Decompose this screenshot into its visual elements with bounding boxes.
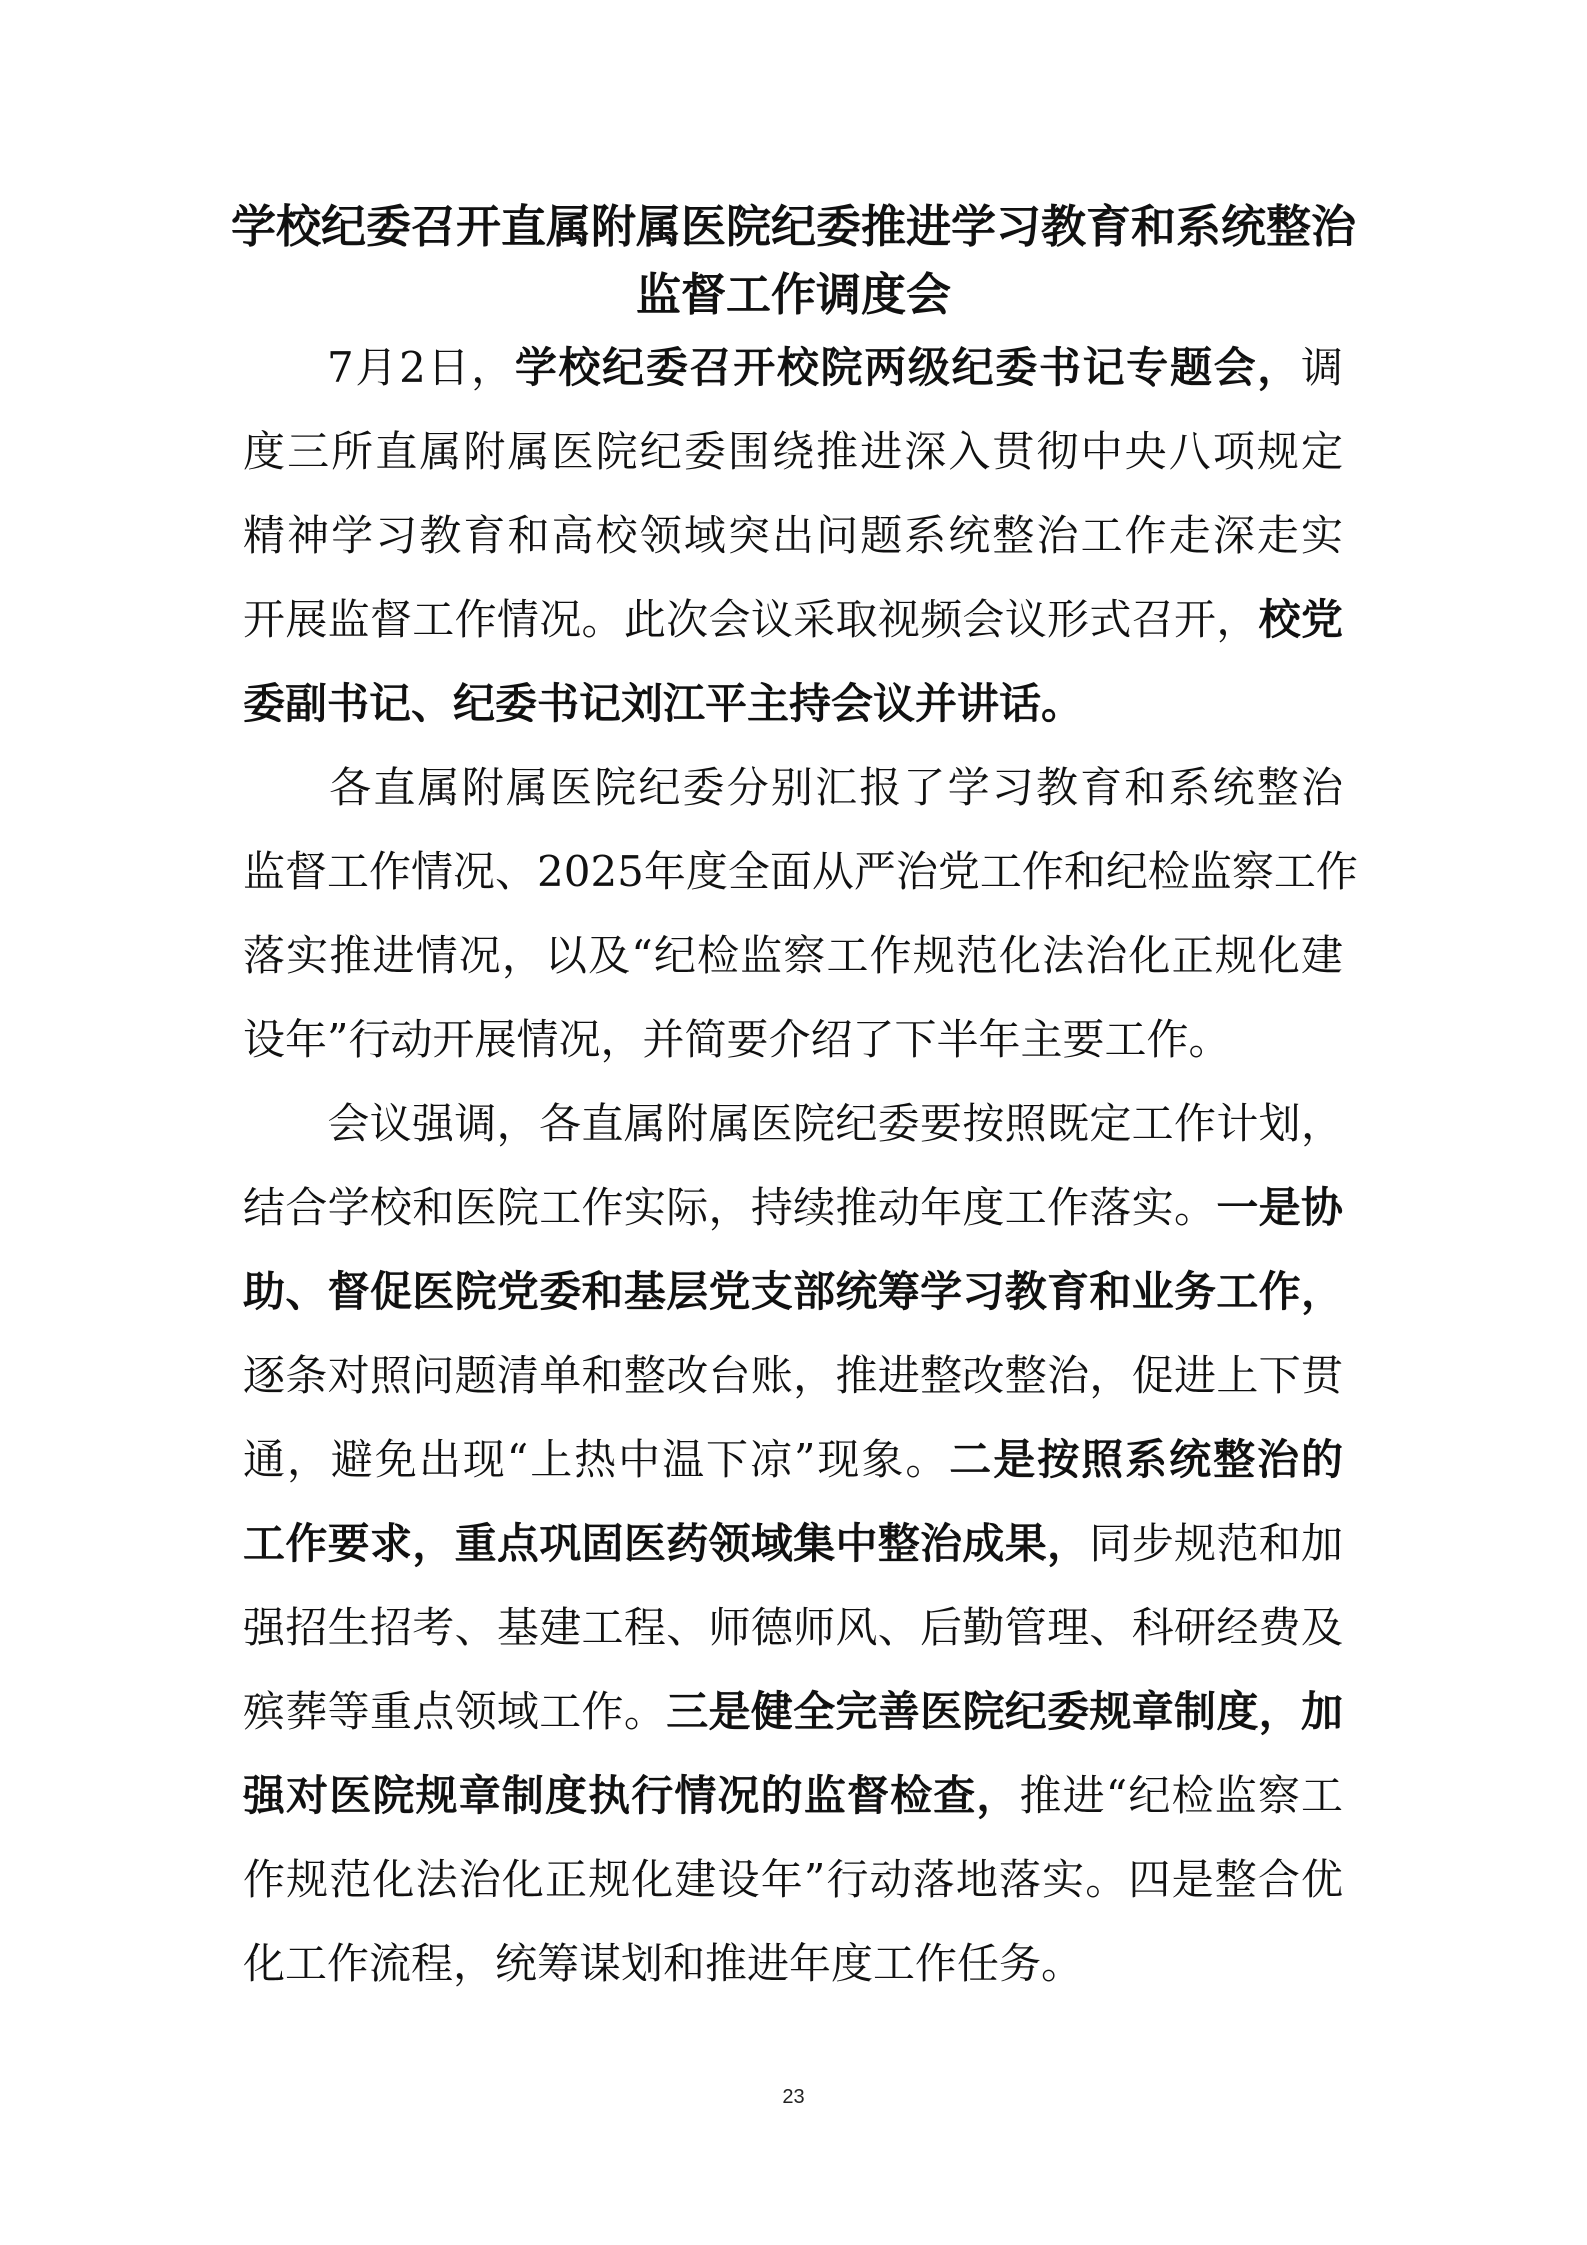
para1-line3: 精神学习教育和高校领域突出问题系统整治工作走深走实	[243, 511, 1343, 560]
para3-line2	[243, 1166, 1343, 1250]
plain-text: 各直属附属医院纪委分别汇报了学习教育和系统整治	[327, 763, 1343, 812]
para2-line2: 监督工作情况、2025年度全面从严治党工作和纪检监察工作	[243, 847, 1358, 896]
para3-line5	[243, 1418, 1343, 1502]
para2-line1	[243, 746, 1343, 830]
para3-line7: 强招生招考、基建工程、师德师风、后勤管理、科研经费及	[243, 1603, 1343, 1652]
para3-line3: 助、督促医院党委和基层党支部统筹学习教育和业务工作，	[243, 1267, 1343, 1316]
bold-text: 强对医院规章制度执行情况的监督检查，	[243, 1771, 1020, 1820]
para2-line3: 落实推进情况，以及“纪检监察工作规范化法治化正规化建	[243, 931, 1343, 980]
para1-line5: 委副书记、纪委书记刘江平主持会议并讲话。	[243, 679, 1084, 728]
para3-line4: 逐条对照问题清单和整改台账，推进整改整治，促进上下贯	[243, 1351, 1343, 1400]
para3-line10: 作规范化法治化正规化建设年”行动落地落实。四是整合优	[243, 1855, 1343, 1904]
para3-line6	[243, 1502, 1343, 1586]
para2-line4: 设年”行动开展情况，并简要介绍了下半年主要工作。	[243, 1015, 1231, 1064]
page-number: 23	[782, 2086, 805, 2108]
title-line-1: 学校纪委召开直属附属医院纪委推进学习教育和系统整治	[230, 200, 1356, 253]
bold-text: 二是按照系统整治的	[949, 1435, 1343, 1484]
para1-line1	[243, 326, 1343, 410]
para3-line8	[243, 1670, 1343, 1754]
plain-text: 殡葬等重点领域工作。	[243, 1687, 667, 1736]
bold-text: 三是健全完善医院纪委规章制度，加	[666, 1687, 1343, 1736]
plain-text: 通，避免出现“上热中温下凉”现象。	[243, 1435, 950, 1484]
para3-line1	[243, 1082, 1343, 1166]
title-line-2: 监督工作调度会	[635, 268, 951, 321]
bold-text: 一是协	[1216, 1183, 1343, 1232]
plain-text: 会议强调，各直属附属医院纪委要按照既定工作计划，	[327, 1099, 1343, 1148]
date-text: 7月2日，	[327, 343, 515, 392]
plain-text: 调	[1300, 343, 1343, 392]
plain-text: 结合学校和医院工作实际，持续推动年度工作落实。	[243, 1183, 1217, 1232]
bold-text: 校党	[1258, 595, 1343, 644]
plain-text: 推进“纪检监察工	[1019, 1771, 1343, 1820]
bold-text: 工作要求，重点巩固医药领域集中整治成果，	[243, 1519, 1090, 1568]
para1-line4	[243, 578, 1343, 662]
para3-line9	[243, 1754, 1343, 1838]
bold-text: 学校纪委召开校院两级纪委书记专题会，	[514, 343, 1301, 392]
plain-text: 同步规范和加	[1089, 1519, 1343, 1568]
para1-line2: 度三所直属附属医院纪委围绕推进深入贯彻中央八项规定	[243, 427, 1343, 476]
plain-text: 开展监督工作情况。此次会议采取视频会议形式召开，	[243, 595, 1259, 644]
para3-line11: 化工作流程，统筹谋划和推进年度工作任务。	[243, 1939, 1084, 1988]
